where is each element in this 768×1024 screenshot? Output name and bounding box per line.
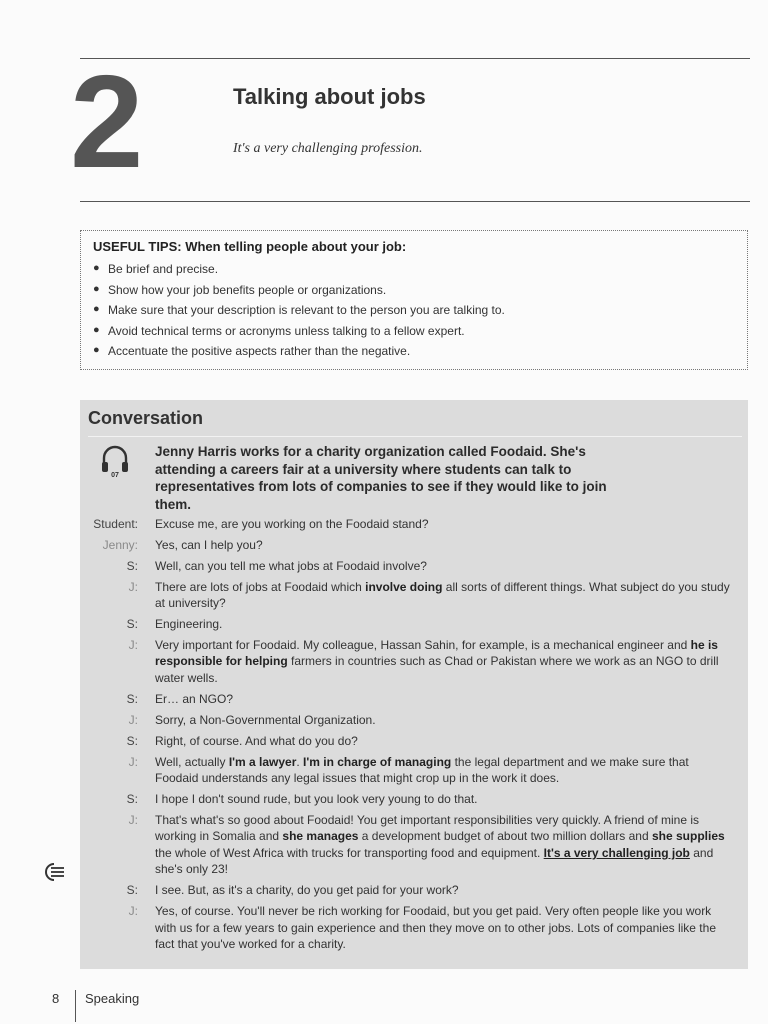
footer-divider [75,990,76,1022]
speaker-label: J: [128,812,138,827]
dialogue-line [80,637,748,687]
highlighted-phrase: she supplies [651,829,725,844]
chapter-title: Talking about jobs [233,84,426,109]
dialogue-line [80,537,748,554]
chapter-number: 2 [70,48,140,195]
track-number: 07 [111,472,119,478]
tip-item: ● Show how your job benefits people or organizations. [93,282,387,297]
dialogue-text: Sorry, a Non-Governmental Organization. [155,712,376,727]
dialogue-text: Engineering. [155,617,223,632]
dialogue-text: Well, actually I'm a lawyer. I'm in charge of managing the legal department and we make sure that Foodaid understands any legal issues that might crop up in the work it does. [155,754,689,786]
highlighted-phrase: he is responsible for helping [155,637,718,669]
section-label: Speaking [85,991,140,1006]
speaker-label: S: [126,558,138,573]
dialogue-text: There are lots of jobs at Foodaid which involve doing all sorts of different things. What subject do you study at university? [155,579,730,611]
conversation-intro: Jenny Harris works for a charity organization called Foodaid. She's attending a careers fair at a university where students can talk to representatives from lots of companies to see if they would like to join them. [155,444,607,512]
dialogue-line [80,903,748,953]
dialogue-line [80,754,748,787]
speaker-label: J: [128,712,138,727]
speaker-label: J: [128,637,138,652]
highlighted-phrase: I'm a lawyer [228,754,297,769]
highlighted-phrase: I'm in charge of managing [303,754,452,769]
dialogue-line [80,712,748,729]
bullet-icon: ● [93,282,100,295]
headphones-icon[interactable] [100,444,130,478]
dialogue-text: Yes, can I help you? [155,537,263,552]
dialogue-line [80,882,748,899]
speaker-label: J: [128,579,138,594]
highlighted-phrase: she manages [282,829,359,844]
page-number: 8 [52,991,60,1006]
speaker-label: Jenny: [102,537,138,552]
bullet-icon: ● [93,303,100,315]
tip-item: ● Be brief and precise. [93,262,219,276]
dialogue-line [80,558,748,575]
glossary-icon[interactable] [44,862,66,882]
tip-item: ● Make sure that your description is relevant to the person you are talking to. [93,303,505,317]
dialogue-line [80,791,748,808]
tips-list [93,262,735,365]
tips-heading: USEFUL TIPS: When telling people about your job: [93,239,407,254]
dialogue-text: That's what's so good about Foodaid! You get important responsibilities very quickly. A friend of mine is working in Somalia and she manages a development budget of about two million dollars and she supplies the whole of West Africa with trucks for transporting food and equipment. It's a very challenging job and she's only 23! [155,812,725,877]
dialogue-line [80,691,748,708]
dialogue-text: I hope I don't sound rude, but you look very young to do that. [155,791,478,806]
speaker-label: S: [126,733,138,748]
tip-item: ● Avoid technical terms or acronyms unless talking to a fellow expert. [93,323,465,338]
bullet-icon: ● [93,323,100,336]
top-rule [80,58,750,59]
speaker-label: S: [126,791,138,806]
dialogue-text: I see. But, as it's a charity, do you get paid for your work? [155,883,459,898]
conversation-panel [80,400,748,969]
dialogue-line [80,812,748,878]
dialogue-line [80,579,748,612]
conversation-heading: Conversation [88,408,204,428]
dialogue-text: Right, of course. And what do you do? [155,733,358,748]
speaker-label: Student: [93,517,138,531]
bullet-icon: ● [93,262,100,274]
dialogue-line [80,516,748,533]
dialogue-text: Er… an NGO? [155,691,234,706]
useful-tips-box [80,230,748,370]
dialogue-text: Well, can you tell me what jobs at Foodaid involve? [155,558,427,573]
tip-item: ● Accentuate the positive aspects rather than the negative. [93,344,411,358]
header-bottom-rule [80,201,750,202]
speaker-label: S: [126,617,138,632]
dialogue-line [80,616,748,633]
dialogue-text: Excuse me, are you working on the Foodaid stand? [155,517,429,531]
dialogue-text: Very important for Foodaid. My colleague, Hassan Sahin, for example, is a mechanical engineer and he is responsible for helping farmers in countries such as Chad or Pakistan where we work as an NGO to drill water wells. [155,637,719,685]
conversation-rule [88,436,742,437]
bullet-icon: ● [93,344,100,356]
speaker-label: J: [128,904,138,919]
chapter-subtitle: It's a very challenging profession. [233,141,423,156]
highlighted-phrase: involve doing [365,579,443,594]
speaker-label: J: [128,754,138,769]
highlighted-phrase: It's a very challenging job [543,845,690,860]
dialogue-lines [80,516,748,957]
dialogue-line [80,733,748,750]
speaker-label: S: [126,691,138,706]
speaker-label: S: [126,883,138,898]
dialogue-text: Yes, of course. You'll never be rich working for Foodaid, but you get paid. Very often people like you work with us for a few years to gain experience and then they move on to other jobs. Lots of companies like the fact that you've worked for a charity. [155,904,716,952]
